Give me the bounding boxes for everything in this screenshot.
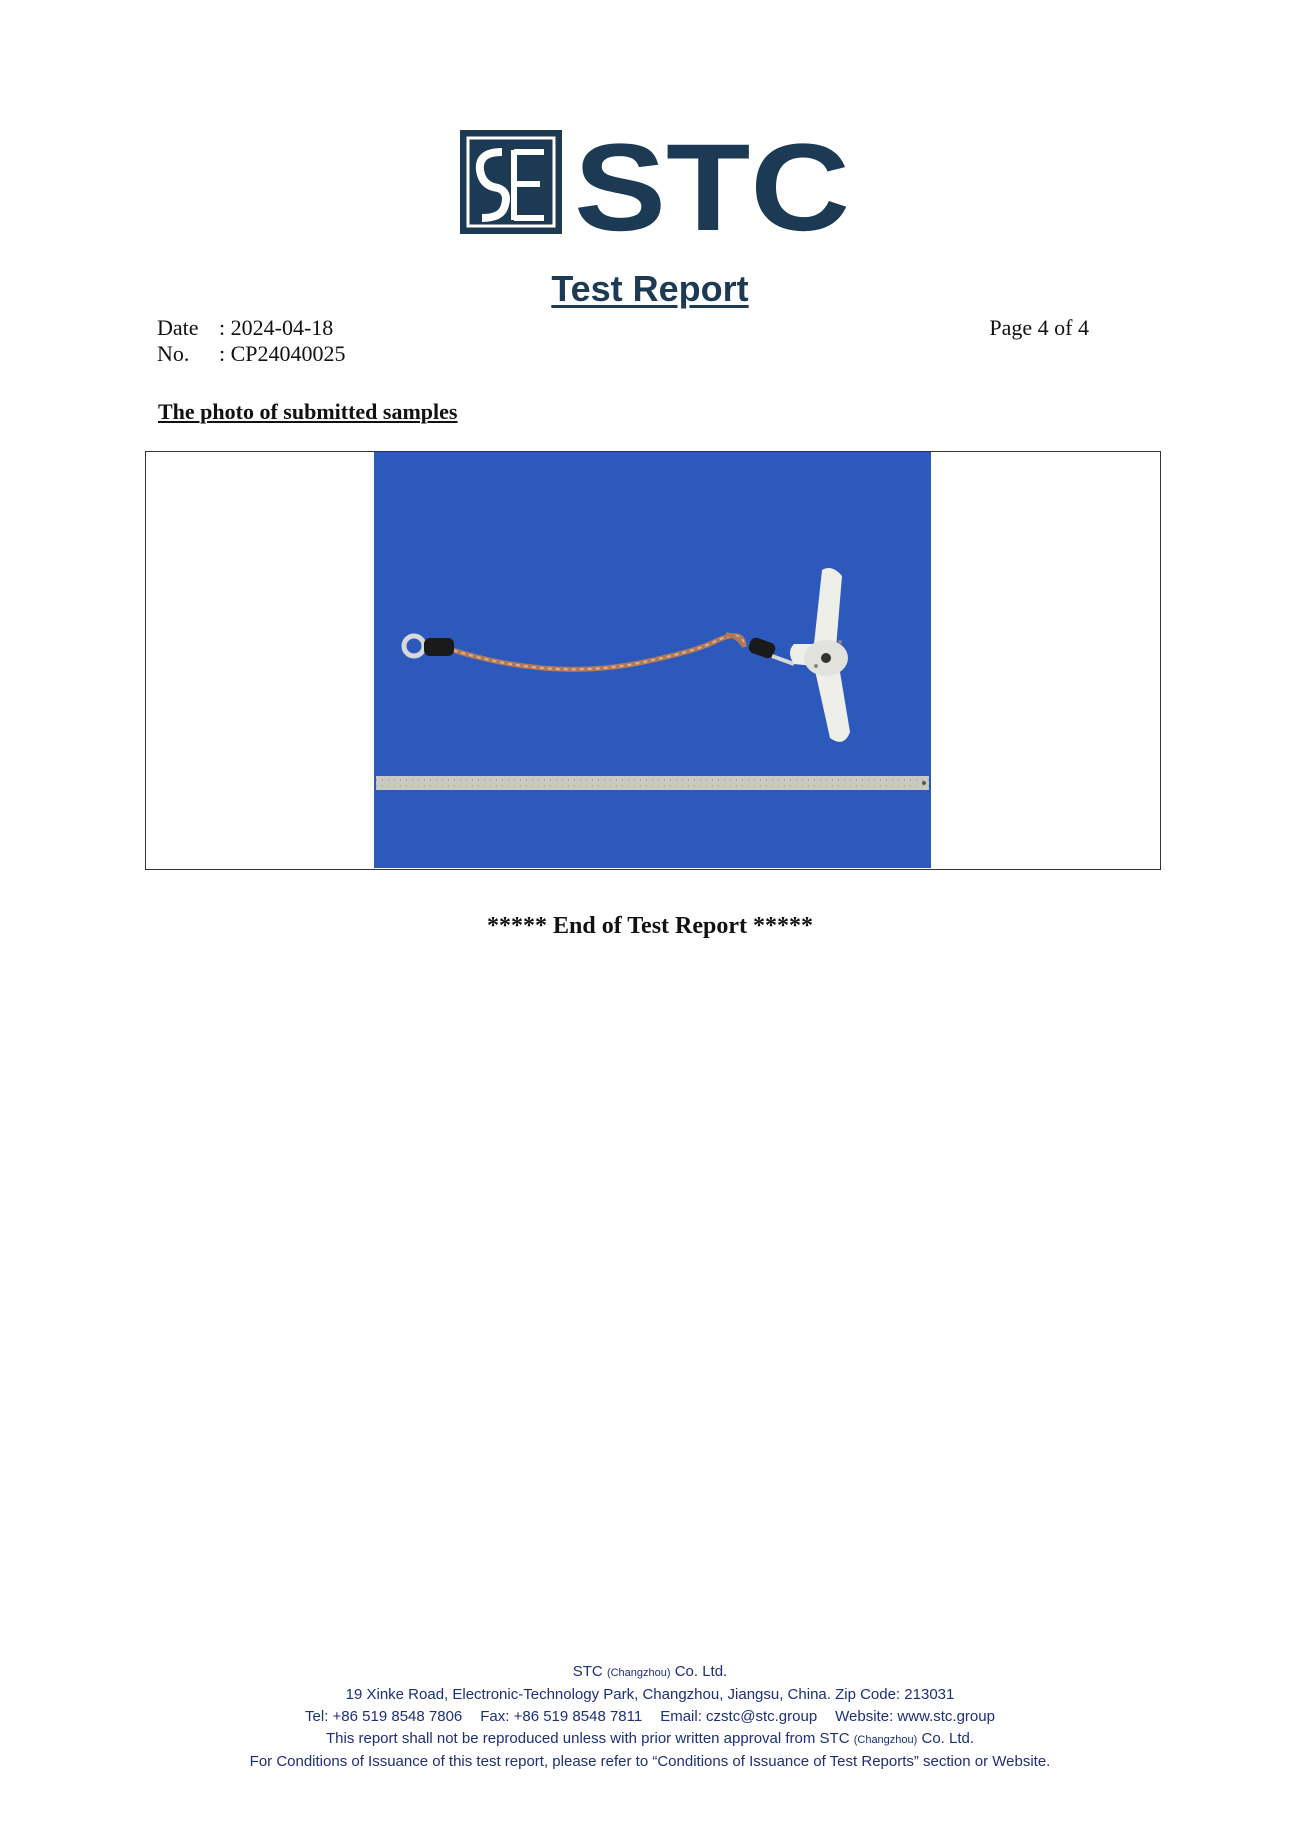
sample-photo (374, 452, 931, 868)
section-heading: The photo of submitted samples (158, 399, 458, 424)
date-row (157, 315, 333, 341)
end-of-report: ***** End of Test Report ***** (486, 913, 814, 939)
footer-conditions: For Conditions of Issuance of this test report, please refer to “Conditions of Issuance of Test Reports” section or Website. (249, 1753, 1051, 1770)
footer-notice: This report shall not be reproduced unless with prior written approval from STC (Changzhou) Co. Ltd. (325, 1730, 975, 1747)
date-value: : 2024-04-18 (219, 315, 334, 340)
footer-fax: Fax: +86 519 8548 7811 (480, 1708, 643, 1725)
report-number-row (157, 341, 346, 367)
rope-end-cap-left (424, 638, 454, 656)
report-title: Test Report (551, 268, 749, 309)
svg-text:STC: STC (574, 126, 850, 238)
stc-logo (458, 126, 854, 238)
report-number-label: No. (157, 341, 190, 366)
footer-tel: Tel: +86 519 8548 7806 (305, 1708, 463, 1725)
footer-website: Website: www.stc.group (835, 1708, 995, 1725)
date-label: Date (157, 315, 199, 340)
report-number-value: : CP24040025 (219, 341, 346, 366)
footer-address: 19 Xinke Road, Electronic-Technology Park, Changzhou, Jiangsu, China. Zip Code: 213031 (345, 1686, 955, 1703)
footer-email: Email: czstc@stc.group (660, 1708, 818, 1725)
footer-contact (0, 1706, 1300, 1728)
ruler (376, 776, 929, 790)
footer-company: STC (Changzhou) Co. Ltd. (572, 1663, 728, 1680)
footer (0, 1661, 1300, 1773)
sample-photo-frame (145, 451, 1161, 870)
page-number: Page 4 of 4 (989, 315, 1089, 340)
